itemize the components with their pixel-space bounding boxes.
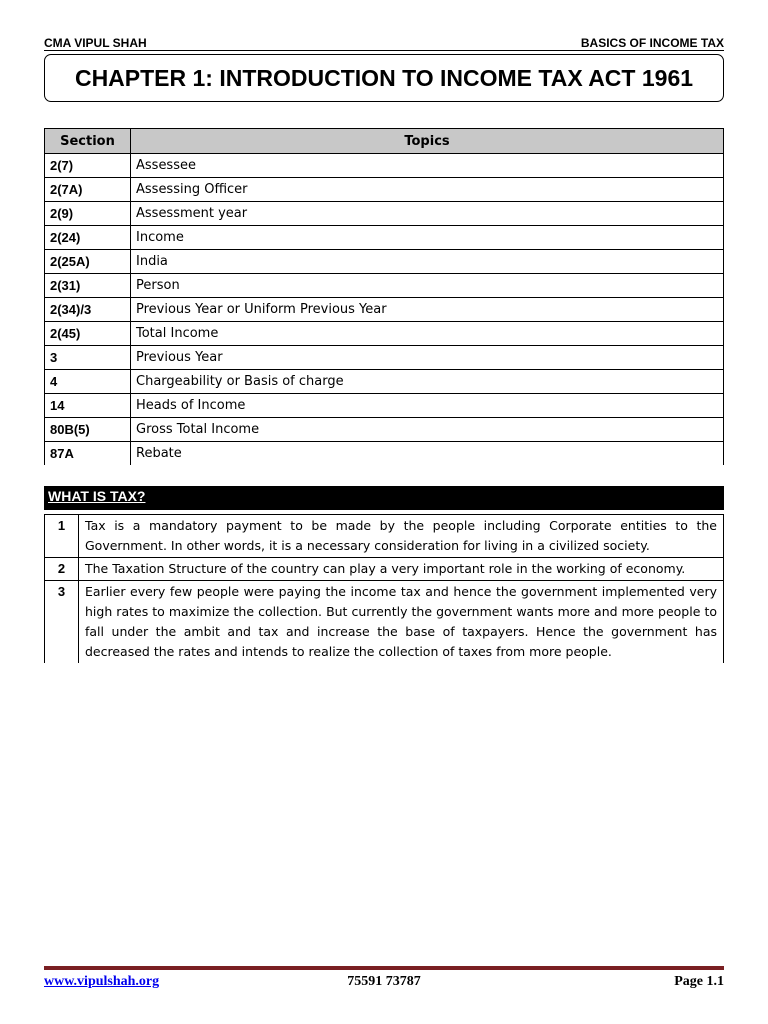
section-cell: 4 [45, 370, 131, 394]
table-row [45, 298, 724, 322]
website-link[interactable]: www.vipulshah.org [44, 974, 160, 989]
topic-cell: Previous Year or Uniform Previous Year [131, 298, 724, 322]
section-cell: 2(7) [45, 154, 131, 178]
topic-cell: Total Income [131, 322, 724, 346]
point-number: 3 [45, 581, 79, 664]
table-row [45, 346, 724, 370]
section-cell: 87A [45, 442, 131, 466]
topic-cell: Income [131, 226, 724, 250]
topic-cell: Rebate [131, 442, 724, 466]
table-row [45, 442, 724, 466]
list-item [45, 515, 724, 558]
table-row [45, 322, 724, 346]
topics-table [44, 128, 724, 465]
point-number: 1 [45, 515, 79, 558]
section-cell: 80B(5) [45, 418, 131, 442]
table-row [45, 394, 724, 418]
section-cell: 14 [45, 394, 131, 418]
section-cell: 2(45) [45, 322, 131, 346]
section-heading-band [44, 486, 724, 510]
section-cell: 2(7A) [45, 178, 131, 202]
list-item [45, 581, 724, 664]
section-heading: WHAT IS TAX? [48, 488, 146, 504]
header-rule [44, 50, 724, 51]
point-text: Earlier every few people were paying the income tax and hence the government implemented very high rates to maximize the collection. But currently the government wants more and more people to fall under the ambit and tax and increase the base of taxpayers. Hence the government has decreased the rates and intends to realize the collection of taxes from more people. [79, 581, 724, 664]
table-row [45, 274, 724, 298]
column-header-section: Section [45, 129, 131, 154]
table-row [45, 250, 724, 274]
section-cell: 2(24) [45, 226, 131, 250]
header-author: CMA VIPUL SHAH [44, 36, 147, 50]
page-number: Page 1.1 [674, 974, 724, 989]
topic-cell: Heads of Income [131, 394, 724, 418]
table-header-row [45, 129, 724, 154]
header-subject: BASICS OF INCOME TAX [580, 36, 724, 50]
column-header-topics: Topics [131, 129, 724, 154]
section-cell: 3 [45, 346, 131, 370]
topic-cell: Person [131, 274, 724, 298]
section-cell: 2(31) [45, 274, 131, 298]
footer-rule [44, 966, 724, 970]
chapter-title: CHAPTER 1: INTRODUCTION TO INCOME TAX ACT 1961 [74, 64, 694, 91]
point-number: 2 [45, 558, 79, 581]
section-cell: 2(9) [45, 202, 131, 226]
topic-cell: Chargeability or Basis of charge [131, 370, 724, 394]
section-cell: 2(34)/3 [45, 298, 131, 322]
point-text: Tax is a mandatory payment to be made by the people including Corporate entities to the Government. In other words, it is a necessary consideration for living in a civilized society. [79, 515, 724, 558]
chapter-title-box [44, 54, 724, 102]
topic-cell: Gross Total Income [131, 418, 724, 442]
page-footer [44, 974, 724, 994]
table-row [45, 154, 724, 178]
phone-number: 75591 73787 [347, 974, 421, 989]
topic-cell: Previous Year [131, 346, 724, 370]
topic-cell: Assessing Officer [131, 178, 724, 202]
topic-cell: Assessee [131, 154, 724, 178]
point-text: The Taxation Structure of the country can play a very important role in the working of economy. [79, 558, 724, 581]
page-header [44, 34, 724, 50]
table-row [45, 202, 724, 226]
table-row [45, 226, 724, 250]
topic-cell: India [131, 250, 724, 274]
list-item [45, 558, 724, 581]
tax-points-table [44, 514, 724, 663]
table-row [45, 418, 724, 442]
topic-cell: Assessment year [131, 202, 724, 226]
section-cell: 2(25A) [45, 250, 131, 274]
table-row [45, 178, 724, 202]
table-row [45, 370, 724, 394]
